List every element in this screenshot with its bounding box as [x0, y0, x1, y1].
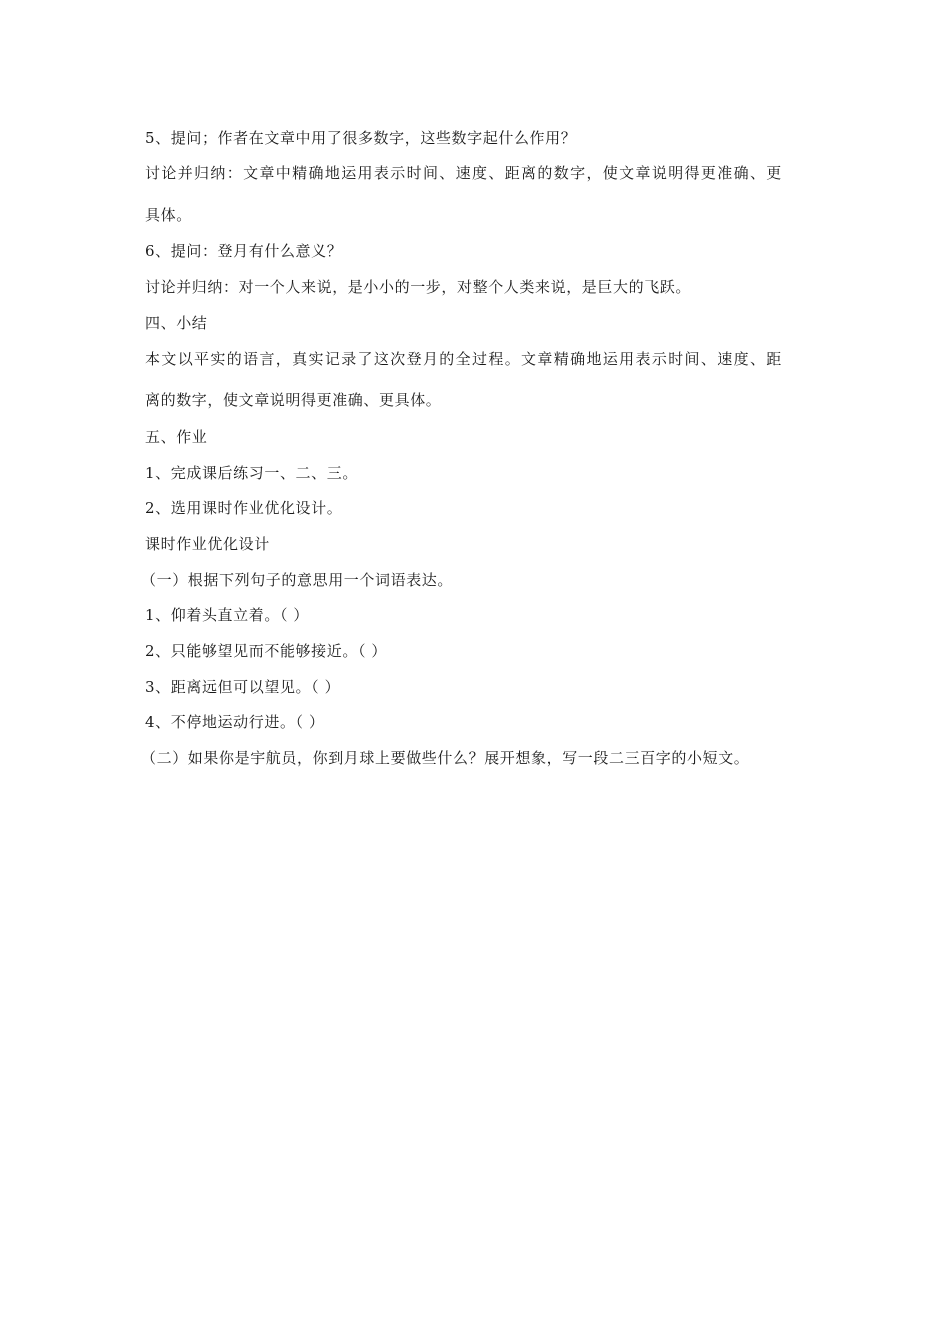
exercise-item-1: 1、仰着头直立着。（ ） — [145, 606, 310, 624]
question-6: 6、提问：登月有什么意义？ — [145, 242, 343, 260]
exercise-item-3: 3、距离远但可以望见。（ ） — [145, 678, 341, 696]
answer-5-line-2: 具体。 — [145, 206, 192, 224]
exercise-item-2: 2、只能够望见而不能够接近。（ ） — [145, 642, 388, 660]
homework-item-1: 1、完成课后练习一、二、三。 — [145, 464, 358, 482]
answer-6: 讨论并归纳：对一个人来说，是小小的一步，对整个人类来说，是巨大的飞跃。 — [145, 278, 692, 296]
summary-line-2: 离的数字，使文章说明得更准确、更具体。 — [145, 391, 442, 409]
exercise-part-2-instruction: （二）如果你是宇航员，你到月球上要做些什么？展开想象，写一段二三百字的小短文。 — [141, 749, 750, 767]
answer-5-line-1: 讨论并归纳：文章中精确地运用表示时间、速度、距离的数字，使文章说明得更准确、更 — [145, 164, 783, 182]
section-homework-heading: 五、作业 — [145, 428, 208, 446]
summary-line-1: 本文以平实的语言，真实记录了这次登月的全过程。文章精确地运用表示时间、速度、距 — [145, 350, 783, 368]
exercise-title: 课时作业优化设计 — [145, 535, 270, 553]
homework-item-2: 2、选用课时作业优化设计。 — [145, 499, 343, 517]
exercise-item-4: 4、不停地运动行进。（ ） — [145, 713, 325, 731]
exercise-part-1-instruction: （一）根据下列句子的意思用一个词语表达。 — [141, 571, 454, 589]
question-5: 5、提问；作者在文章中用了很多数字，这些数字起什么作用？ — [145, 129, 577, 147]
section-summary-heading: 四、小结 — [145, 314, 208, 332]
